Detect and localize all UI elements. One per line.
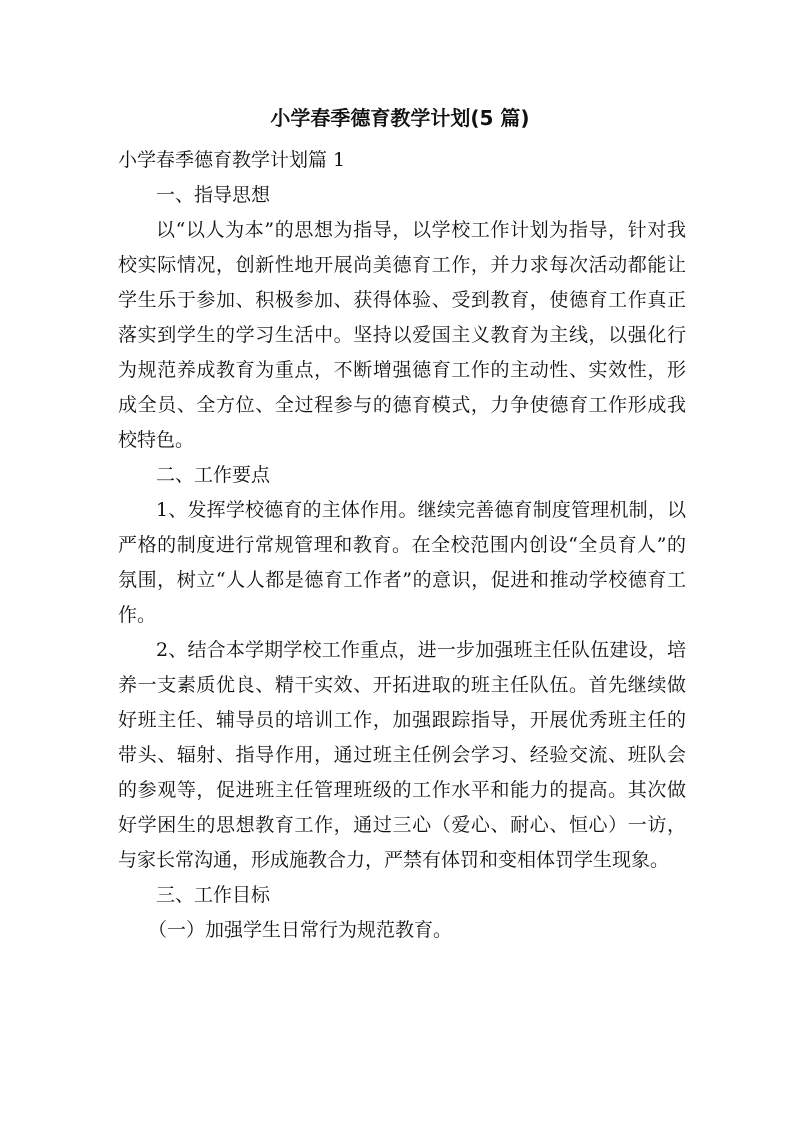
section-heading: 一、指导思想: [156, 184, 271, 206]
document-subtitle: 小学春季德育教学计划篇 1: [118, 149, 346, 171]
paragraph: 1、发挥学校德育的主体作用。继续完善德育制度管理机制，以严格的制度进行常规管理和教育。在全校范围内创设“全员育人”的氛围，树立“人人都是德育工作者”的意识，促进和推动学校德育工作。: [118, 499, 686, 626]
section-heading: 二、工作要点: [156, 464, 271, 486]
section-heading: 三、工作目标: [156, 884, 271, 906]
document-body: [118, 143, 686, 948]
paragraph: 以“以人为本”的思想为指导，以学校工作计划为指导，针对我校实际情况，创新性地开展尚美德育工作，并力求每次活动都能让学生乐于参加、积极参加、获得体验、受到教育，使德育工作真正落实到学生的学习生活中。坚持以爱国主义教育为主线，以强化行为规范养成教育为重点，不断增强德育工作的主动性、实效性，形成全员、全方位、全过程参与的德育模式，力争使德育工作形成我校特色。: [118, 219, 686, 451]
sub-heading: （一）加强学生日常行为规范教育。: [148, 919, 453, 941]
paragraph: 2、结合本学期学校工作重点，进一步加强班主任队伍建设，培养一支素质优良、精干实效、开拓进取的班主任队伍。首先继续做好班主任、辅导员的培训工作，加强跟踪指导，开展优秀班主任的带头、辐射、指导作用，通过班主任例会学习、经验交流、班队会的参观等，促进班主任管理班级的工作水平和能力的提高。其次做好学困生的思想教育工作，通过三心（爱心、耐心、恒心）一访，与家长常沟通，形成施教合力，严禁有体罚和变相体罚学生现象。: [118, 639, 686, 871]
document-title: 小学春季德育教学计划(5 篇): [270, 106, 530, 130]
